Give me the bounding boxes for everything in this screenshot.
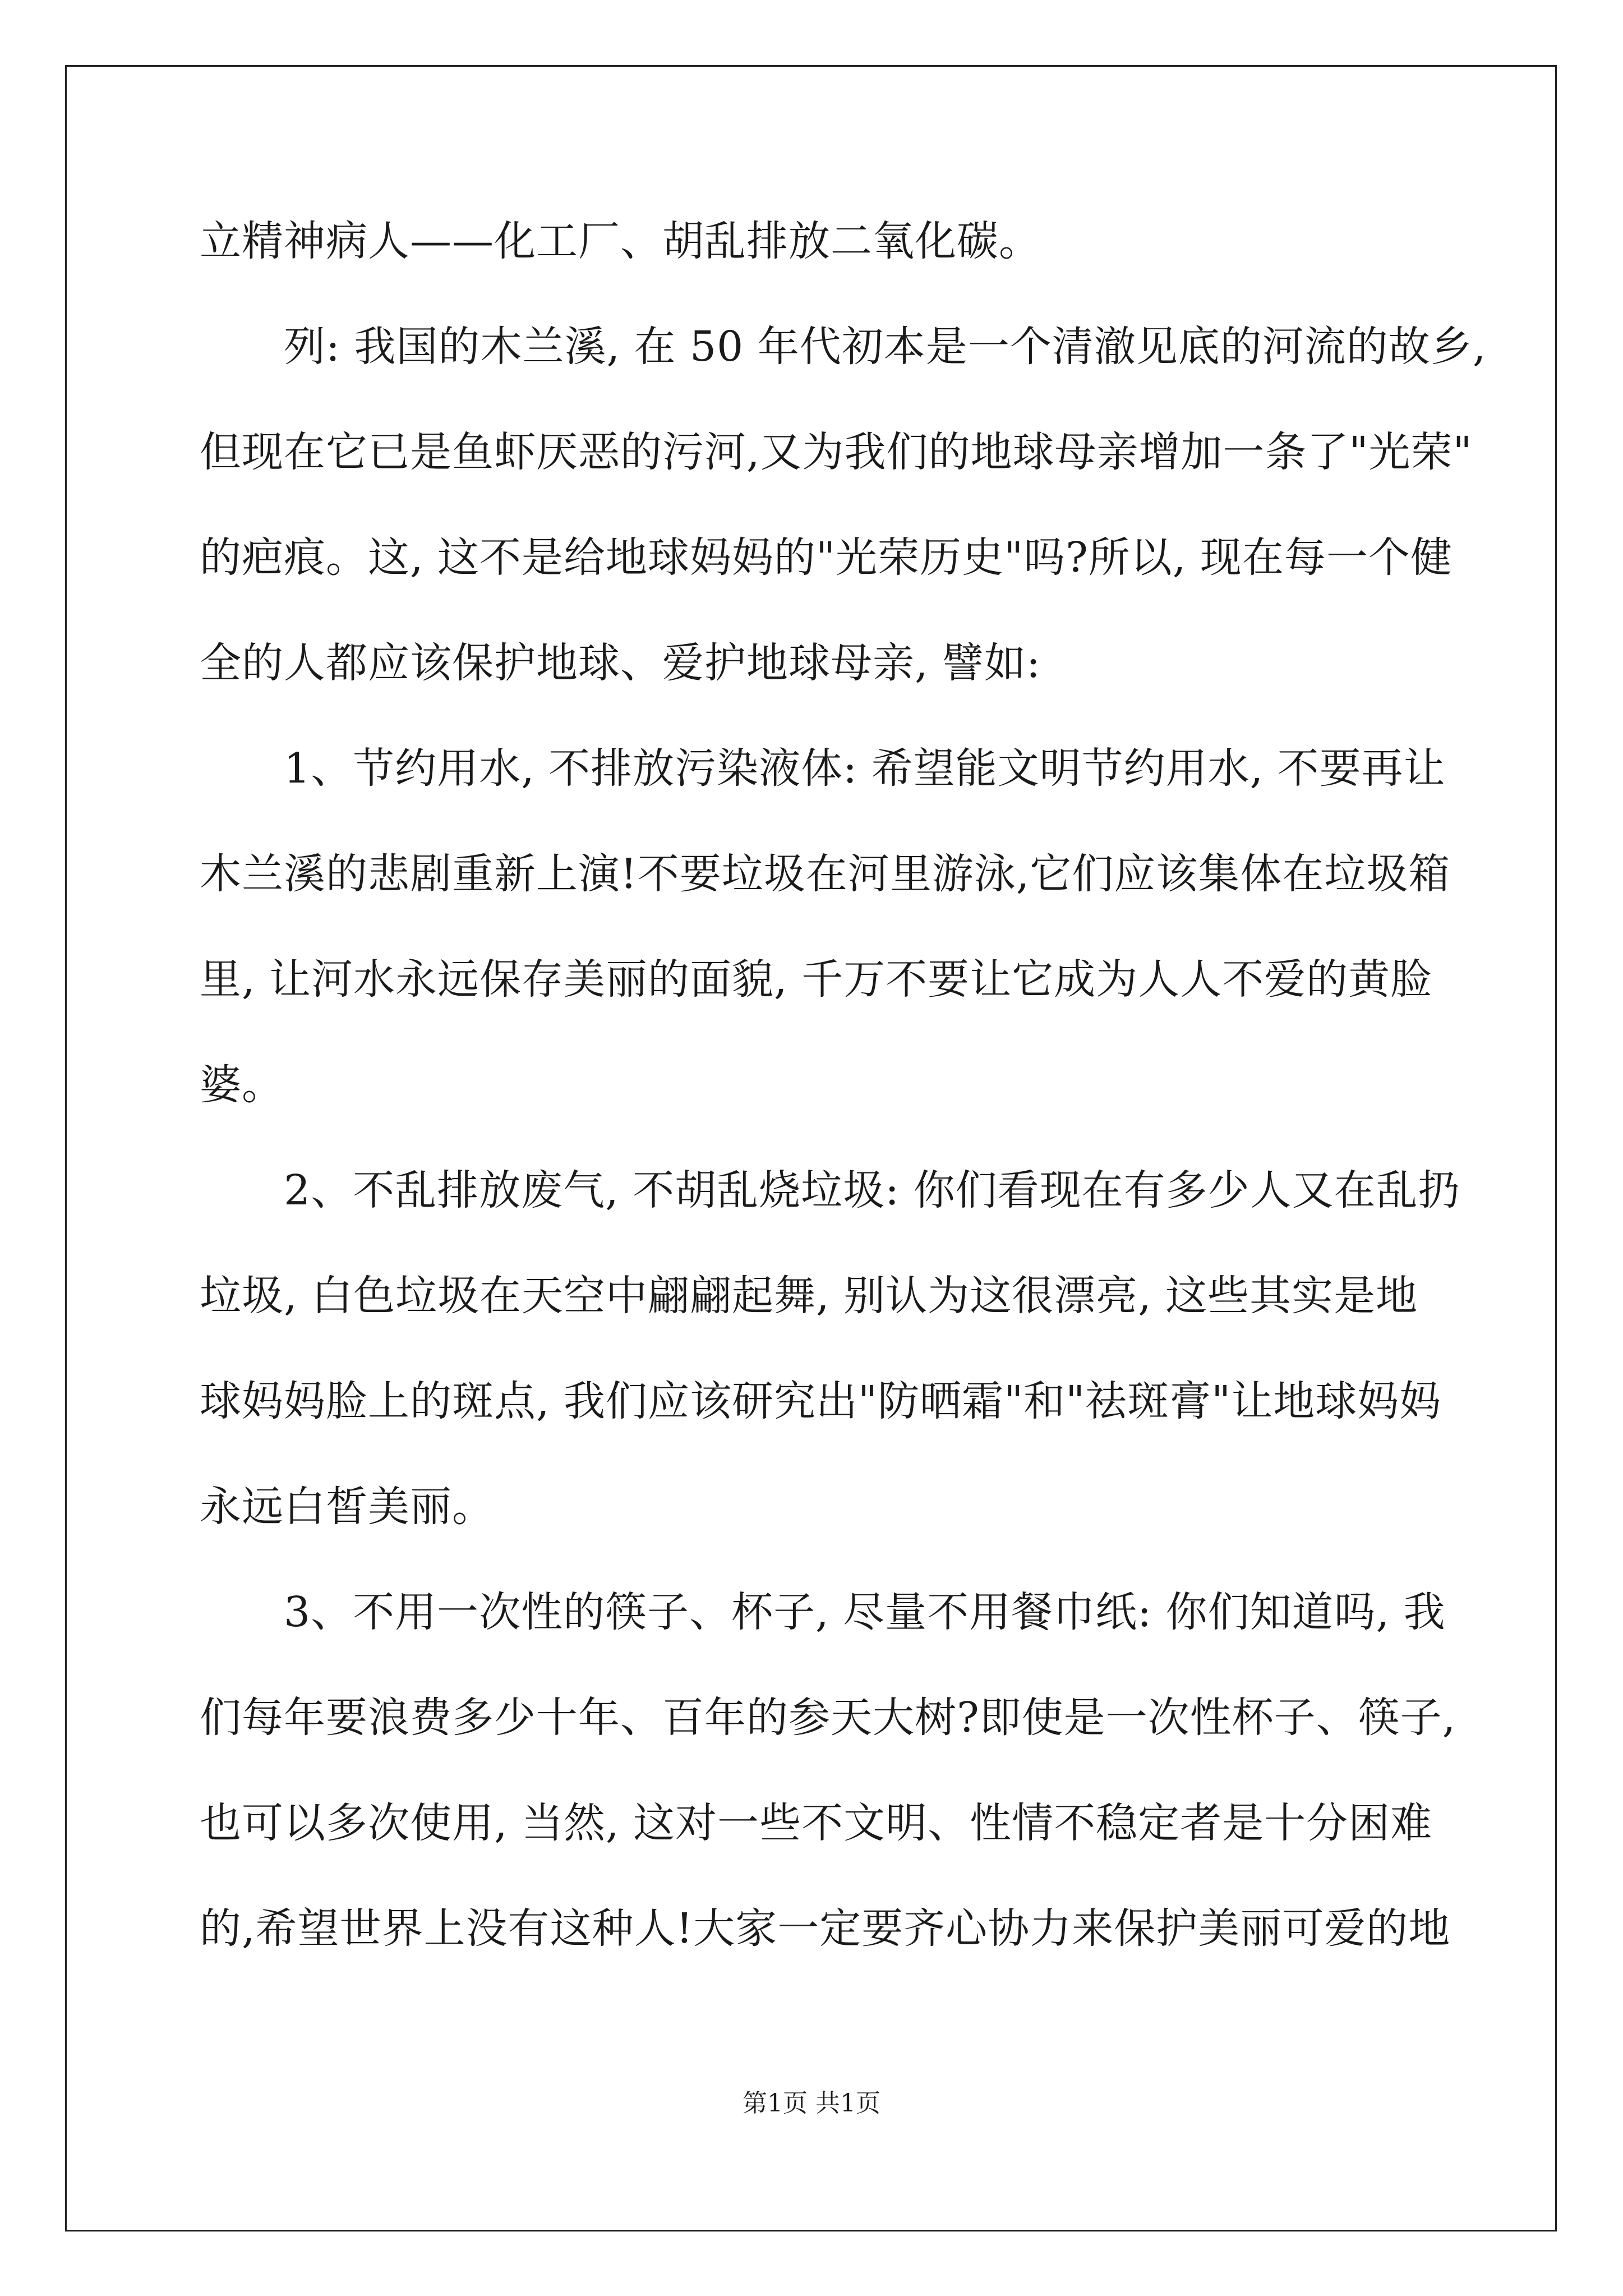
text-line: 立精神病人——化工厂、胡乱排放二氧化碳。 bbox=[200, 217, 1041, 265]
text-line: 木兰溪的悲剧重新上演!不要垃圾在河里游泳,它们应该集体在垃圾箱 bbox=[200, 850, 1451, 898]
text-line: 球妈妈脸上的斑点, 我们应该研究出"防晒霜"和"祛斑膏"让地球妈妈 bbox=[200, 1377, 1442, 1425]
text-line: 的,希望世界上没有这种人!大家一定要齐心协力来保护美丽可爱的地 bbox=[200, 1904, 1451, 1953]
text-line: 的疤痕。这, 这不是给地球妈妈的"光荣历史"吗?所以, 现在每一个健 bbox=[200, 533, 1453, 582]
text-line: 但现在它已是鱼虾厌恶的污河,又为我们的地球母亲增加一条了"光荣" bbox=[200, 428, 1473, 476]
text-line: 3、不用一次性的筷子、杯子, 尽量不用餐巾纸: 你们知道吗, 我 bbox=[284, 1588, 1446, 1636]
text-line: 全的人都应该保护地球、爱护地球母亲, 譬如: bbox=[200, 639, 1041, 687]
text-line: 也可以多次使用, 当然, 这对一些不文明、性情不稳定者是十分困难 bbox=[200, 1799, 1433, 1847]
page-footer: 第1页 共1页 bbox=[743, 2089, 880, 2118]
text-line: 垃圾, 白色垃圾在天空中翩翩起舞, 别认为这很漂亮, 这些其实是地 bbox=[200, 1272, 1418, 1320]
text-line: 里, 让河水永远保存美丽的面貌, 千万不要让它成为人人不爱的黄脸 bbox=[200, 955, 1433, 1004]
text-line: 婆。 bbox=[200, 1061, 284, 1109]
text-line: 列: 我国的木兰溪, 在 50 年代初本是一个清澈见底的河流的故乡, bbox=[284, 323, 1487, 371]
text-line: 2、不乱排放废气, 不胡乱烧垃圾: 你们看现在有多少人又在乱扔 bbox=[284, 1166, 1460, 1214]
text-line: 1、节约用水, 不排放污染液体: 希望能文明节约用水, 不要再让 bbox=[284, 744, 1446, 793]
text-line: 永远白皙美丽。 bbox=[200, 1483, 494, 1531]
text-line: 们每年要浪费多少十年、百年的参天大树?即使是一次性杯子、筷子, bbox=[200, 1694, 1456, 1742]
